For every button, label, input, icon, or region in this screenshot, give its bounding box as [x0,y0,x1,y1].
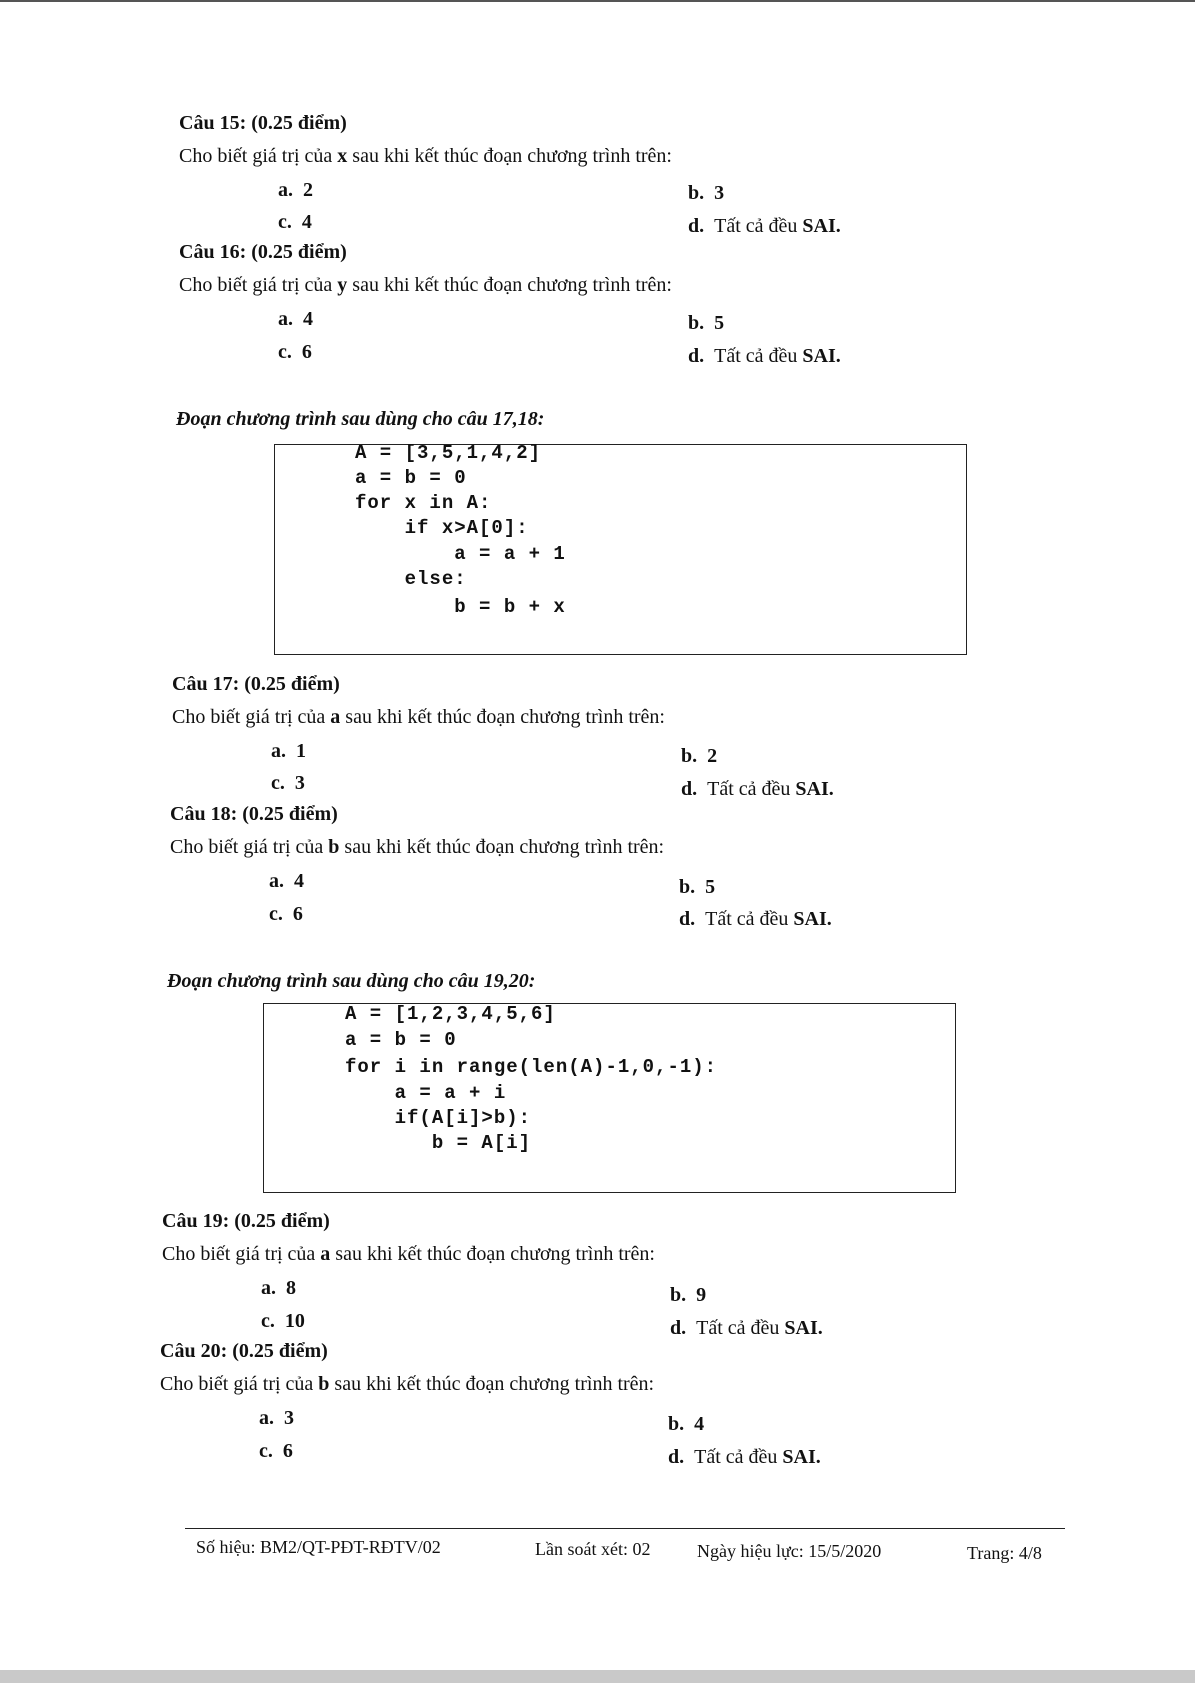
code-line: a = a + i [345,1082,507,1104]
question-16-option-c[interactable]: c. 6 [278,341,312,363]
question-18-title: Câu 18: (0.25 điểm) [170,803,338,825]
question-15-option-d[interactable]: d. Tất cả đều SAI. [688,215,841,237]
question-20-text: Cho biết giá trị của b sau khi kết thúc đoạn chương trình trên: [160,1373,655,1395]
question-18-option-d[interactable]: d. Tất cả đều SAI. [679,908,832,930]
code-line: a = b = 0 [345,1029,457,1051]
question-19-option-c[interactable]: c. 10 [261,1310,305,1332]
question-19-option-a[interactable]: a. 8 [261,1277,296,1299]
question-19-title: Câu 19: (0.25 điểm) [162,1210,330,1232]
code-line: if x>A[0]: [355,517,529,539]
scan-edge-top [0,0,1195,2]
code-line: a = b = 0 [355,467,467,489]
code-line: A = [1,2,3,4,5,6] [345,1003,556,1025]
footer-doc-id: Số hiệu: BM2/QT-PĐT-RĐTV/02 [196,1537,441,1557]
question-20-option-c[interactable]: c. 6 [259,1440,293,1462]
code-line: b = A[i] [345,1132,532,1154]
code-line: b = b + x [355,596,566,618]
question-16-option-d[interactable]: d. Tất cả đều SAI. [688,345,841,367]
question-20-option-d[interactable]: d. Tất cả đều SAI. [668,1446,821,1468]
code-line: a = a + 1 [355,543,566,565]
question-15-text: Cho biết giá trị của x sau khi kết thúc đoạn chương trình trên: [179,145,672,167]
question-18-option-c[interactable]: c. 6 [269,903,303,925]
question-20-option-b[interactable]: b. 4 [668,1413,705,1435]
question-18-option-b[interactable]: b. 5 [679,876,716,898]
code-section-2-title: Đoạn chương trình sau dùng cho câu 19,20: [167,970,536,992]
code-line: for i in range(len(A)-1,0,-1): [345,1056,718,1078]
code-line: else: [355,568,467,590]
question-19-text: Cho biết giá trị của a sau khi kết thúc đoạn chương trình trên: [162,1243,655,1265]
code-section-1-title: Đoạn chương trình sau dùng cho câu 17,18: [176,408,545,430]
question-17-option-a[interactable]: a. 1 [271,740,306,762]
scan-edge-bottom [0,1670,1195,1683]
question-17-title: Câu 17: (0.25 điểm) [172,673,340,695]
code-line: for x in A: [355,492,492,514]
question-15-option-c[interactable]: c. 4 [278,211,312,233]
question-15-option-a[interactable]: a. 2 [278,179,313,201]
question-18-text: Cho biết giá trị của b sau khi kết thúc đoạn chương trình trên: [170,836,665,858]
question-16-title: Câu 16: (0.25 điểm) [179,241,347,263]
question-20-option-a[interactable]: a. 3 [259,1407,294,1429]
question-15-option-b[interactable]: b. 3 [688,182,725,204]
code-line: A = [3,5,1,4,2] [355,442,542,464]
question-18-option-a[interactable]: a. 4 [269,870,304,892]
question-17-option-b[interactable]: b. 2 [681,745,718,767]
footer-effective-date: Ngày hiệu lực: 15/5/2020 [697,1541,882,1561]
footer-revision: Lần soát xét: 02 [535,1539,651,1559]
question-20-title: Câu 20: (0.25 điểm) [160,1340,328,1362]
code-line: if(A[i]>b): [345,1107,532,1129]
question-16-text: Cho biết giá trị của y sau khi kết thúc đoạn chương trình trên: [179,274,672,296]
question-17-option-c[interactable]: c. 3 [271,772,305,794]
question-16-option-a[interactable]: a. 4 [278,308,313,330]
question-16-option-b[interactable]: b. 5 [688,312,725,334]
footer-page-number: Trang: 4/8 [967,1543,1042,1563]
question-17-option-d[interactable]: d. Tất cả đều SAI. [681,778,834,800]
footer-divider [185,1528,1065,1529]
question-19-option-b[interactable]: b. 9 [670,1284,707,1306]
question-19-option-d[interactable]: d. Tất cả đều SAI. [670,1317,823,1339]
question-15-title: Câu 15: (0.25 điểm) [179,112,347,134]
question-17-text: Cho biết giá trị của a sau khi kết thúc đoạn chương trình trên: [172,706,665,728]
